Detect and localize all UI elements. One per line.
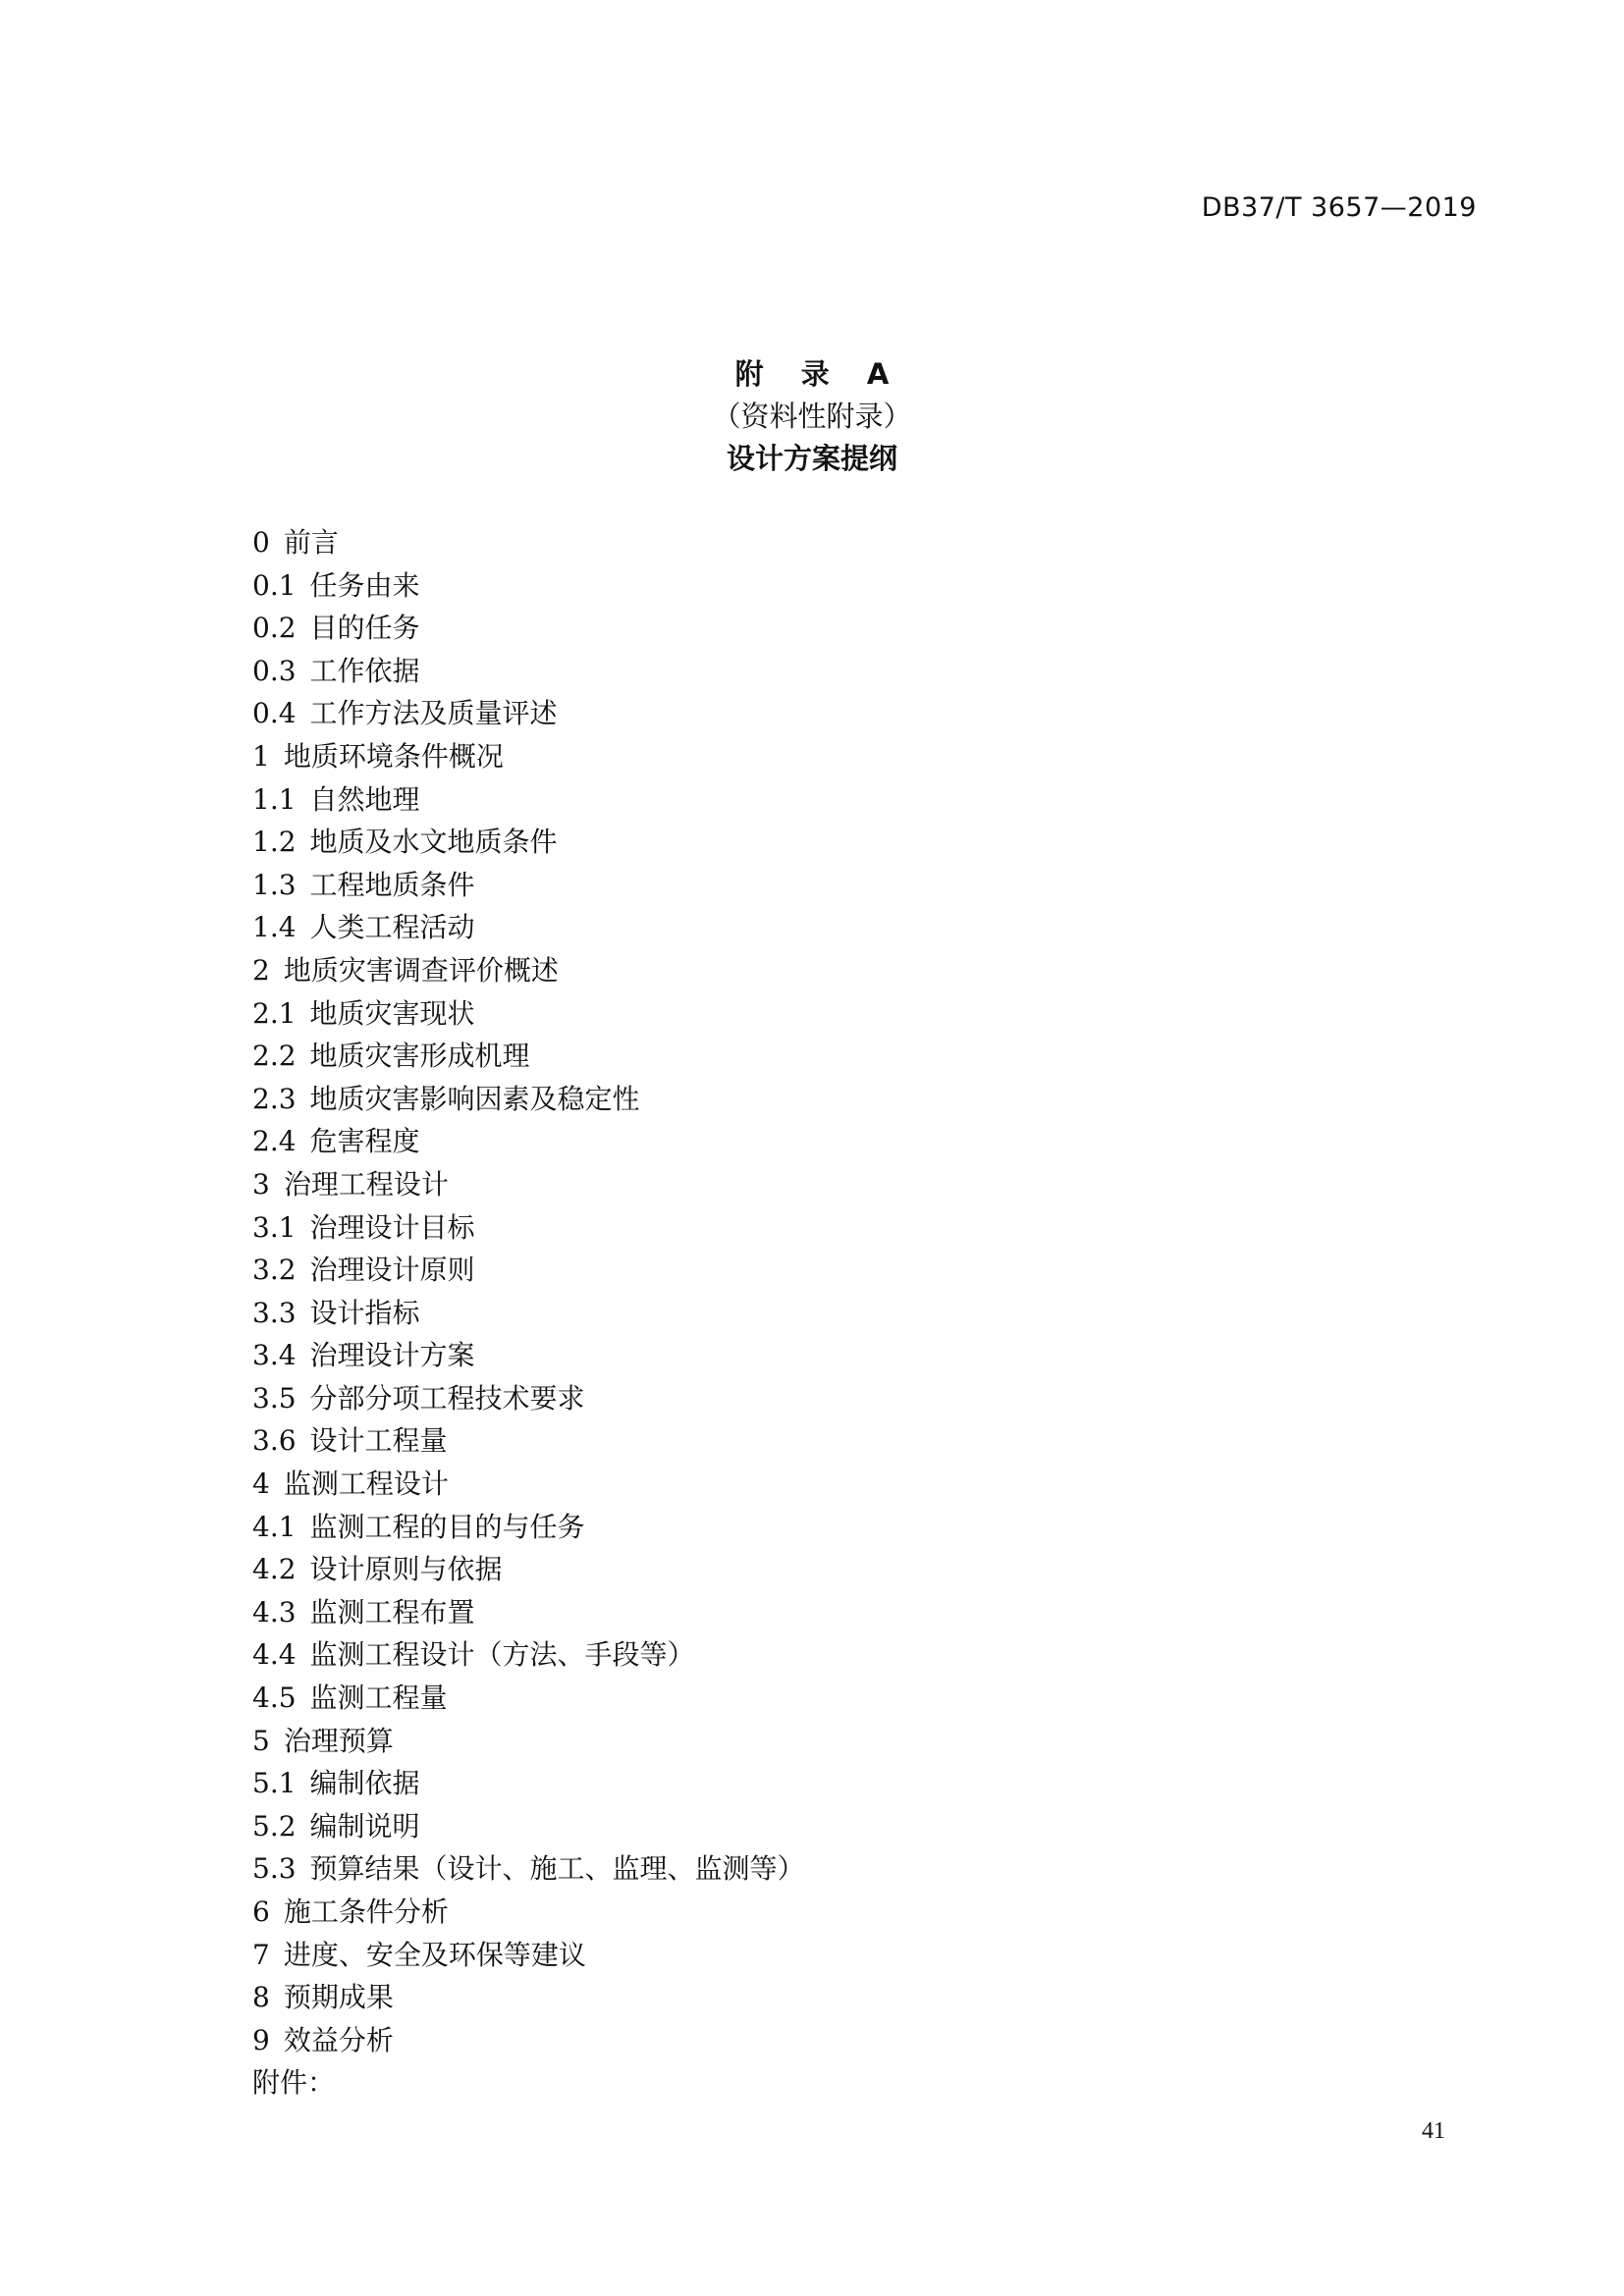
outline-item-number: 2.2 — [252, 1040, 297, 1073]
outline-item — [252, 1249, 805, 1292]
outline-item-number: 3 — [252, 1167, 270, 1201]
outline-item-text: 预期成果 — [283, 1981, 394, 2014]
outline-item — [252, 564, 805, 608]
outline-item — [252, 906, 805, 949]
outline-item-number: 1.4 — [252, 911, 297, 944]
outline-item-text: 分部分项工程技术要求 — [309, 1381, 585, 1415]
page-number: 41 — [1422, 2118, 1445, 2144]
outline-item — [252, 1934, 805, 1977]
outline-item-text: 地质环境条件概况 — [283, 739, 504, 773]
outline-item-number: 1.1 — [252, 782, 297, 816]
standard-code: DB37/T 3657—2019 — [1201, 192, 1477, 223]
outline-item-number: 0.2 — [252, 612, 297, 645]
outline-item — [252, 1976, 805, 2019]
outline-item — [252, 735, 805, 778]
outline-item-text: 编制依据 — [309, 1767, 420, 1800]
outline-item-text: 监测工程量 — [309, 1682, 448, 1715]
outline-item-text: 地质灾害现状 — [309, 996, 475, 1030]
outline-item-number: 4 — [252, 1468, 270, 1501]
appendix-name: 设计方案提纲 — [726, 442, 897, 475]
outline-item-text: 治理设计目标 — [309, 1210, 475, 1244]
outline-item-text: 自然地理 — [309, 782, 420, 816]
outline-item-number: 0.1 — [252, 568, 297, 602]
outline-item-number: 3.6 — [252, 1424, 297, 1458]
outline-item-text: 编制说明 — [309, 1809, 420, 1842]
outline-item — [252, 1891, 805, 1934]
outline-item — [252, 650, 805, 693]
appendix-type: （资料性附录） — [712, 400, 912, 433]
outline-item-text: 施工条件分析 — [283, 1896, 449, 1928]
outline-item-number: 3.1 — [252, 1210, 297, 1244]
outline-item-number: 2.1 — [252, 996, 297, 1030]
outline-item-number: 2 — [252, 953, 270, 987]
outline-list — [252, 521, 805, 2105]
outline-item — [252, 1506, 805, 1549]
outline-item — [252, 2019, 805, 2062]
outline-item-text: 目的任务 — [309, 612, 420, 645]
outline-item-number: 0.3 — [252, 654, 297, 687]
outline-item-text: 进度、安全及环保等建议 — [283, 1938, 586, 1971]
outline-item — [252, 692, 805, 735]
outline-item-number: 6 — [252, 1896, 270, 1928]
outline-item — [252, 1805, 805, 1848]
outline-item-text: 效益分析 — [283, 2023, 394, 2056]
outline-item-number: 5 — [252, 1724, 270, 1757]
appendix-heading — [0, 353, 1624, 480]
outline-item — [252, 607, 805, 650]
outline-item — [252, 1377, 805, 1420]
outline-item-text: 工程地质条件 — [309, 868, 475, 901]
outline-item-number: 4.2 — [252, 1553, 297, 1586]
outline-item-number: 2.3 — [252, 1082, 297, 1115]
outline-item-number: 4.1 — [252, 1510, 297, 1543]
outline-item-text: 预算结果（设计、施工、监理、监测等） — [309, 1852, 805, 1886]
outline-item-number: 4.3 — [252, 1595, 297, 1629]
outline-item — [252, 1078, 805, 1121]
outline-item — [252, 864, 805, 907]
outline-item-text: 治理预算 — [283, 1724, 394, 1757]
outline-item — [252, 1677, 805, 1720]
outline-item — [252, 1334, 805, 1377]
outline-item-number: 5.1 — [252, 1767, 297, 1800]
outline-item — [252, 992, 805, 1036]
outline-item-text: 地质灾害影响因素及稳定性 — [309, 1082, 640, 1115]
outline-item-text: 地质灾害形成机理 — [309, 1040, 530, 1073]
outline-item — [252, 1847, 805, 1891]
outline-item — [252, 949, 805, 992]
outline-item — [252, 521, 805, 564]
outline-item-text: 工作方法及质量评述 — [309, 697, 558, 730]
outline-item-text: 地质灾害调查评价概述 — [283, 953, 559, 987]
outline-item — [252, 1548, 805, 1591]
outline-item-number: 1.2 — [252, 826, 297, 859]
outline-item-number: 3.2 — [252, 1254, 297, 1287]
outline-item-number: 1 — [252, 739, 270, 773]
outline-item-number: 9 — [252, 2023, 270, 2056]
outline-item-text: 监测工程设计 — [283, 1468, 449, 1501]
outline-item-number: 7 — [252, 1938, 270, 1971]
outline-item-text: 危害程度 — [309, 1125, 420, 1158]
outline-item — [252, 1035, 805, 1078]
outline-item-number: 1.3 — [252, 868, 297, 901]
outline-item-text: 治理设计原则 — [309, 1254, 475, 1287]
outline-item-number: 3.5 — [252, 1381, 297, 1415]
outline-item — [252, 1292, 805, 1335]
outline-item-text: 人类工程活动 — [309, 911, 475, 944]
outline-item-text: 监测工程设计（方法、手段等） — [309, 1638, 695, 1672]
outline-item-text: 治理工程设计 — [283, 1167, 449, 1201]
outline-item-text: 治理设计方案 — [309, 1339, 475, 1372]
outline-item-number: 8 — [252, 1981, 270, 2014]
outline-item-number: 3.3 — [252, 1296, 297, 1329]
outline-item-number: 5.3 — [252, 1852, 297, 1886]
outline-item-text: 设计指标 — [309, 1296, 420, 1329]
appendix-title: 附 录 A — [734, 357, 903, 391]
outline-item-number: 0 — [252, 526, 270, 559]
outline-item — [252, 1206, 805, 1250]
outline-item-text: 工作依据 — [309, 654, 420, 687]
outline-item-number: 2.4 — [252, 1125, 297, 1158]
outline-item-text: 设计工程量 — [309, 1424, 448, 1458]
outline-item-text: 监测工程的目的与任务 — [309, 1510, 585, 1543]
outline-item — [252, 1120, 805, 1163]
outline-item-text: 监测工程布置 — [309, 1595, 475, 1629]
outline-item-number: 5.2 — [252, 1809, 297, 1842]
outline-item-number: 3.4 — [252, 1339, 297, 1372]
attachments-label: 附件： — [252, 2066, 336, 2100]
outline-item — [252, 1720, 805, 1763]
outline-item-number: 4.4 — [252, 1638, 297, 1672]
outline-item — [252, 1463, 805, 1506]
outline-item — [252, 1762, 805, 1805]
outline-item-number: 4.5 — [252, 1682, 297, 1715]
outline-item — [252, 778, 805, 822]
outline-item-text: 设计原则与依据 — [309, 1553, 503, 1586]
outline-item — [252, 1163, 805, 1206]
outline-item — [252, 821, 805, 864]
outline-item — [252, 1419, 805, 1463]
outline-item-text: 前言 — [283, 526, 339, 559]
outline-item-text: 任务由来 — [309, 568, 420, 602]
outline-item — [252, 1633, 805, 1677]
outline-item — [252, 1591, 805, 1634]
outline-item-text: 地质及水文地质条件 — [309, 826, 558, 859]
outline-item-number: 0.4 — [252, 697, 297, 730]
